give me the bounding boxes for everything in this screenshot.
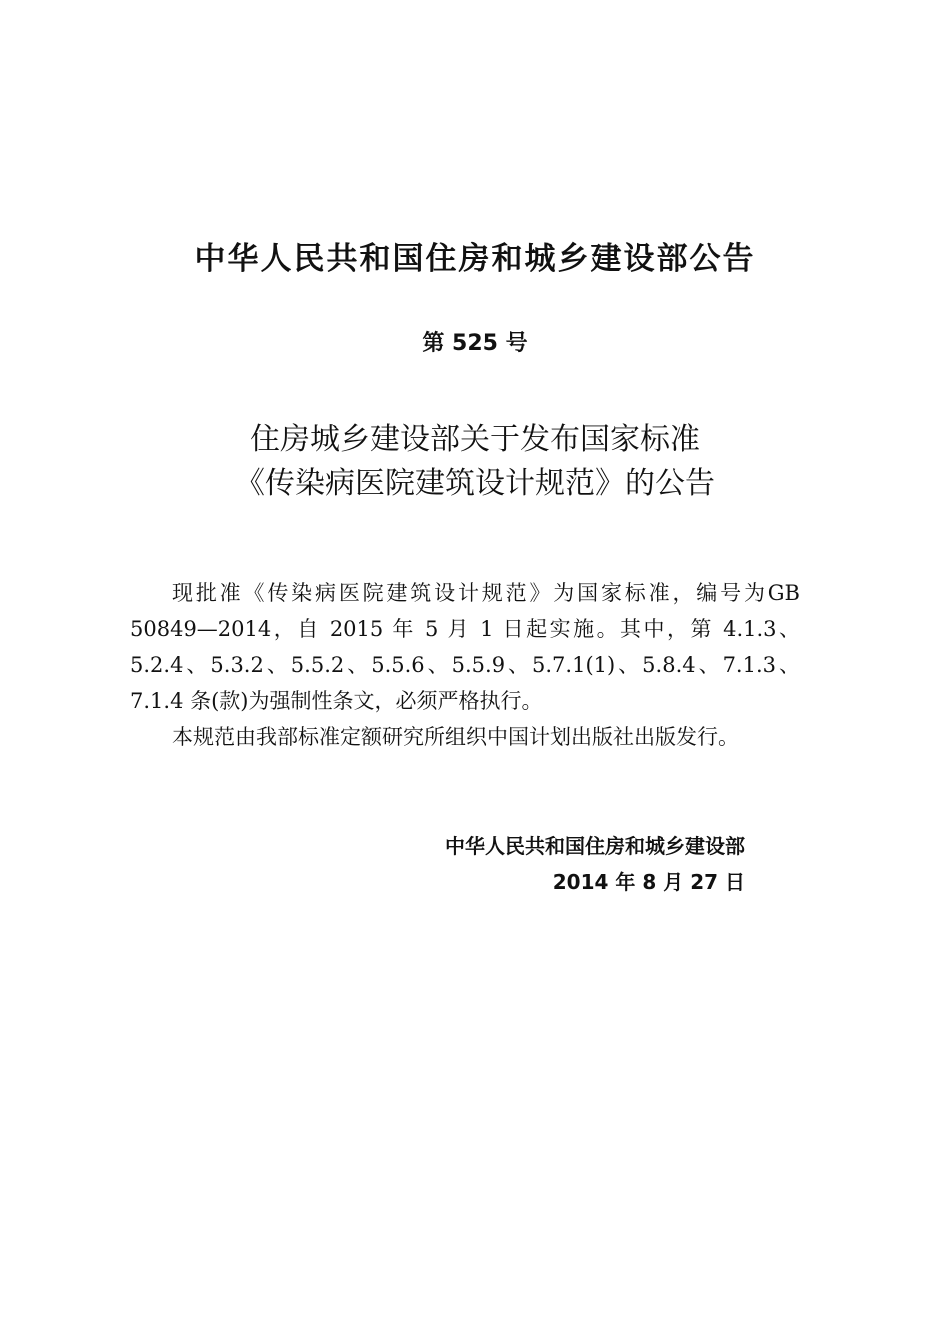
notice-number: 第 525 号 [422, 331, 528, 356]
subtitle-line-2: 《传染病医院建筑设计规范》的公告 [235, 466, 715, 501]
notice-body [130, 575, 800, 755]
notice-subtitle [0, 418, 950, 506]
signature-block [445, 828, 745, 900]
body-paragraph-2: 本规范由我部标准定额研究所组织中国计划出版社出版发行。 [172, 725, 739, 749]
body-paragraph-1: 现批准《传染病医院建筑设计规范》为国家标准，编号为GB 50849—2014，自 2015 年 5 月 1 日起实施。其中，第 4.1.3、5.2.4、5.3.2、5.5.2、5.5.6、5.5.9、5.7.1(1)、5.8.4、7.1.3、7.1.4 条(款)为强制性条文，必须严格执行。 [130, 581, 800, 713]
notice-title: 中华人民共和国住房和城乡建设部公告 [194, 241, 756, 277]
issue-date: 2014 年 8 月 27 日 [552, 870, 745, 894]
issuer-name: 中华人民共和国住房和城乡建设部 [445, 834, 745, 858]
subtitle-line-1: 住房城乡建设部关于发布国家标准 [250, 422, 700, 457]
